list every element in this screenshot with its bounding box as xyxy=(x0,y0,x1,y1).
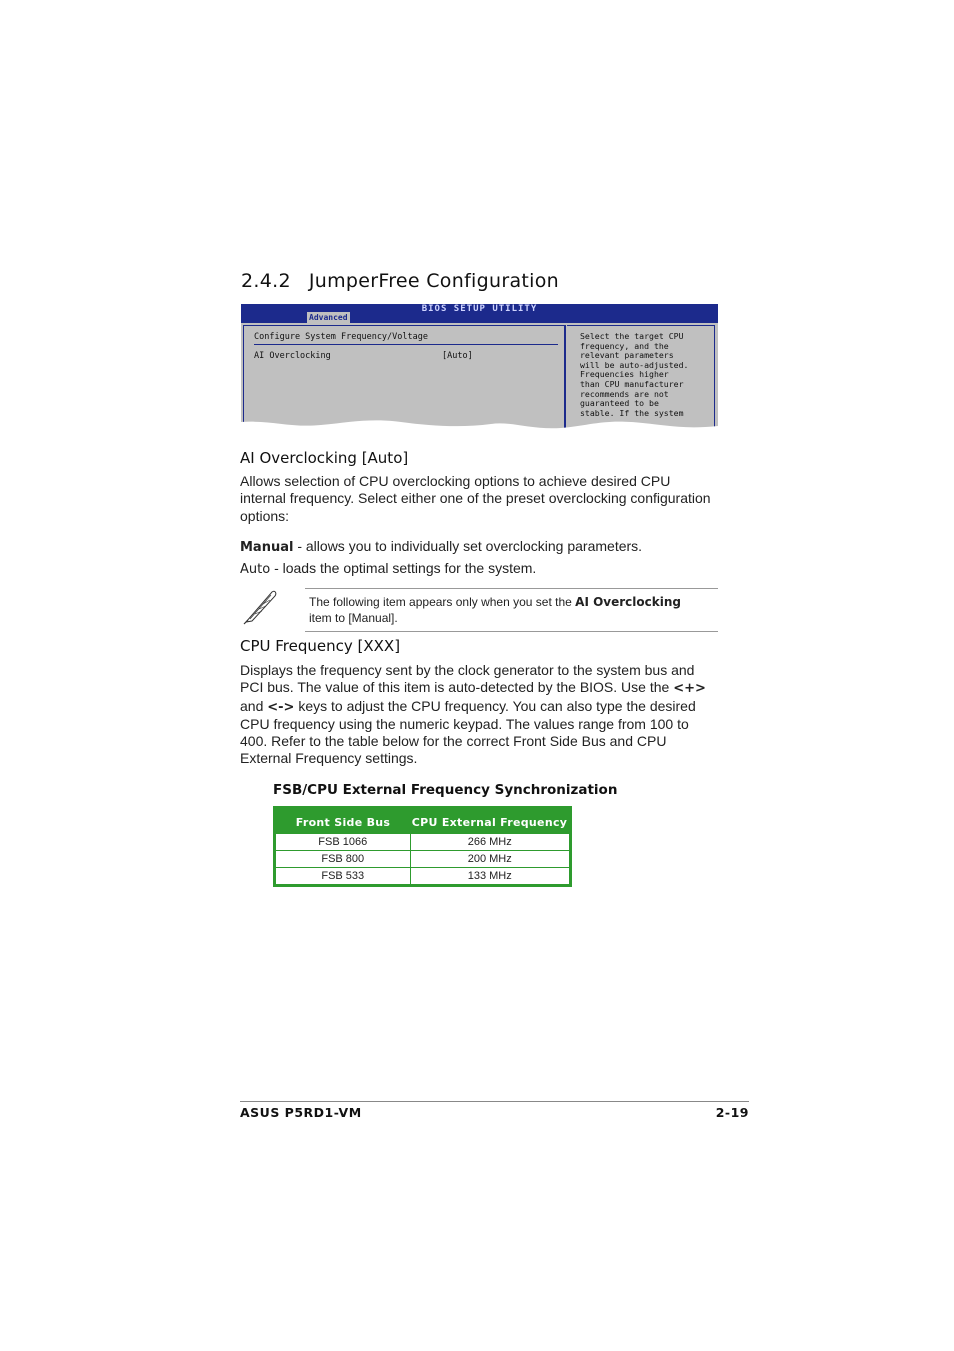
cpu-frequency-text-2: and xyxy=(240,697,268,714)
cpu-frequency-description xyxy=(240,662,718,768)
table-cell-fsb: FSB 1066 xyxy=(275,834,411,851)
table-cell-cpu-freq: 200 MHz xyxy=(410,851,571,868)
manual-description: - allows you to individually set overclocking parameters. xyxy=(293,538,643,554)
bios-option-label: AI Overclocking xyxy=(254,351,331,361)
frequency-table xyxy=(273,806,572,887)
table-row xyxy=(275,851,571,868)
note-keyword: AI Overclocking xyxy=(575,595,681,609)
auto-option-text xyxy=(240,560,718,578)
table-cell-cpu-freq: 133 MHz xyxy=(410,868,571,886)
cpu-frequency-heading: CPU Frequency [XXX] xyxy=(240,637,401,655)
note-text-before: The following item appears only when you set the xyxy=(309,595,576,609)
table-cell-cpu-freq: 266 MHz xyxy=(410,834,571,851)
bios-option-value: [Auto] xyxy=(442,351,473,361)
table-header-cpu-freq: CPU External Frequency xyxy=(410,808,571,834)
table-cell-fsb: FSB 800 xyxy=(275,851,411,868)
ai-overclocking-description: Allows selection of CPU overclocking options to achieve desired CPU internal frequency. Select either one of the preset overclocking configuration options: xyxy=(240,473,711,524)
table-header-fsb: Front Side Bus xyxy=(275,808,411,834)
bios-panel-heading: Configure System Frequency/Voltage xyxy=(254,332,428,342)
minus-key: <-> xyxy=(267,699,295,715)
bios-help-text: Select the target CPU frequency, and the relevant parameters will be auto-adjusted. Frequencies higher than CPU manufacturer recommends are not guaranteed to be stable. If the system xyxy=(580,331,689,418)
note-text xyxy=(309,594,681,626)
footer-divider xyxy=(240,1101,749,1102)
auto-label: Auto xyxy=(240,562,271,577)
note-text-after: item to [Manual]. xyxy=(309,611,398,625)
auto-description: - loads the optimal settings for the system. xyxy=(270,560,537,576)
bios-title: BIOS SETUP UTILITY xyxy=(421,304,538,314)
cpu-frequency-text-1: Displays the frequency sent by the clock generator to the system bus and PCI bus. The value of this item is auto-detected by the BIOS. Use the xyxy=(240,662,695,696)
ai-overclocking-heading: AI Overclocking [Auto] xyxy=(240,449,409,467)
table-row xyxy=(275,868,571,886)
note-pen-icon xyxy=(242,588,278,626)
table-title: FSB/CPU External Frequency Synchronization xyxy=(273,782,618,798)
note-box xyxy=(305,588,718,632)
cpu-frequency-text-3: keys to adjust the CPU frequency. You can also type the desired CPU frequency using the numeric keypad. The values range from 100 to 400. Refer to the table below for the correct Front Side Bus and CPU External Frequency settings. xyxy=(240,697,696,767)
manual-option-text xyxy=(240,538,718,556)
bios-tab-advanced: Advanced xyxy=(309,313,348,322)
table-row xyxy=(275,834,571,851)
table-cell-fsb: FSB 533 xyxy=(275,868,411,886)
manual-label: Manual xyxy=(240,540,294,555)
bios-divider xyxy=(254,344,558,345)
section-name: JumperFree Configuration xyxy=(308,270,559,292)
plus-key: <+> xyxy=(673,681,706,697)
footer-page-number: 2-19 xyxy=(715,1105,749,1120)
bios-screenshot xyxy=(241,304,718,435)
section-title xyxy=(241,270,559,292)
section-number: 2.4.2 xyxy=(241,270,291,292)
torn-edge xyxy=(241,416,718,435)
table-header-row xyxy=(275,808,571,834)
footer-product-name: ASUS P5RD1-VM xyxy=(240,1105,362,1120)
